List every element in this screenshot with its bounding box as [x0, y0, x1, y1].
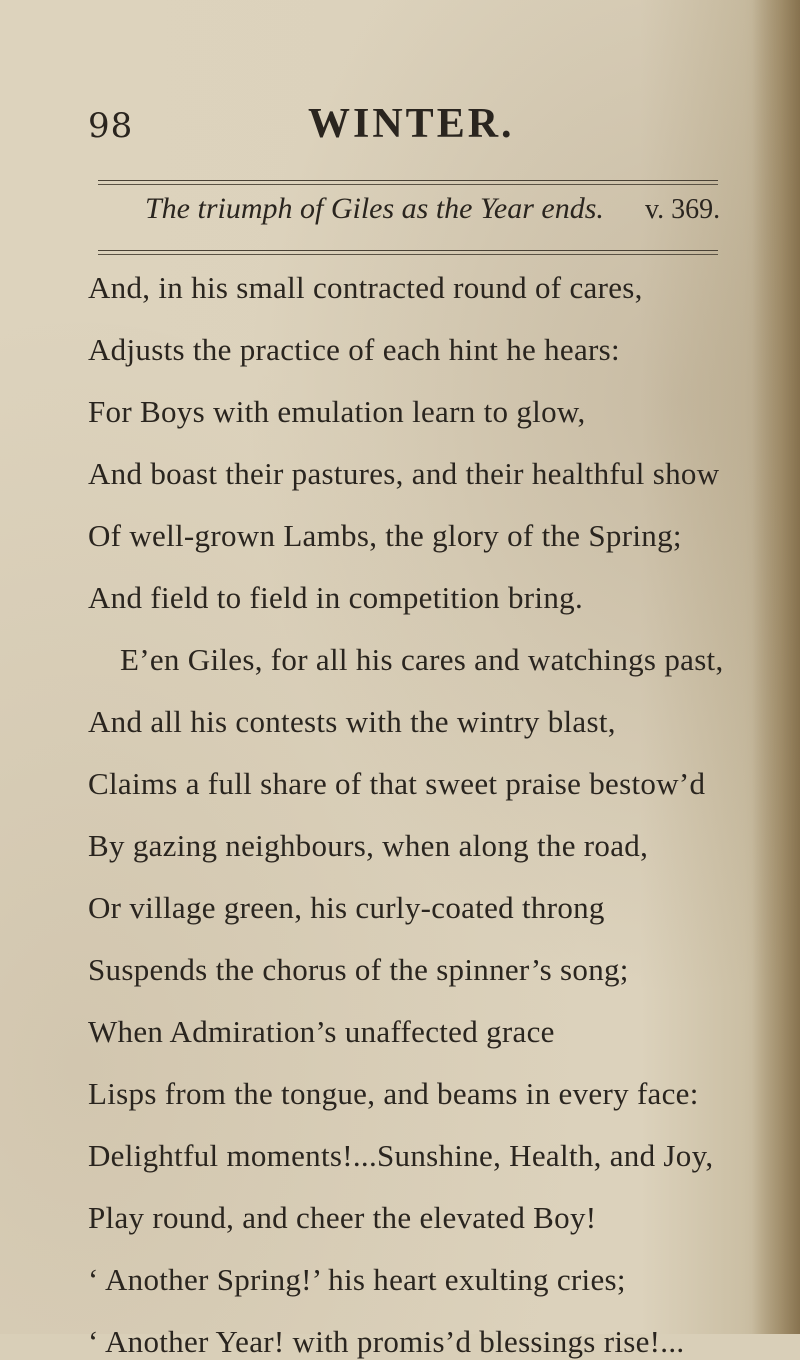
bottom-rule	[98, 250, 718, 251]
poem-line: Claims a full share of that sweet praise bestow’d	[88, 766, 706, 801]
top-rule	[98, 180, 718, 181]
poem-line: Play round, and cheer the elevated Boy!	[88, 1200, 597, 1235]
page-edge-shadow	[752, 0, 800, 1334]
poem-line: When Admiration’s unaffected grace	[88, 1014, 555, 1049]
running-head	[88, 100, 648, 160]
poem-line: Suspends the chorus of the spinner’s song;	[88, 952, 629, 987]
poem-line: Adjusts the practice of each hint he hears:	[88, 332, 620, 367]
section-title: The triumph of Giles as the Year ends.	[145, 192, 604, 225]
verse-reference: v. 369.	[645, 194, 721, 225]
page-number: 98	[88, 106, 134, 146]
poem-line: By gazing neighbours, when along the road,	[88, 828, 649, 863]
bottom-rule-thin	[98, 254, 718, 255]
poem-line: And field to field in competition bring.	[88, 580, 583, 615]
poem-line: Delightful moments!...Sunshine, Health, and Joy,	[88, 1138, 714, 1173]
poem-line: E’en Giles, for all his cares and watchings past,	[120, 642, 724, 677]
poem-line: Lisps from the tongue, and beams in every face:	[88, 1076, 699, 1111]
poem-line: Of well-grown Lambs, the glory of the Spring;	[88, 518, 682, 553]
poem-line: And all his contests with the wintry blast,	[88, 704, 616, 739]
poem-line: ‘ Another Spring!’ his heart exulting cries;	[88, 1262, 626, 1297]
running-title: WINTER.	[308, 101, 515, 147]
poem-line: ‘ Another Year! with promis’d blessings rise!...	[88, 1324, 685, 1359]
poem-line: And, in his small contracted round of cares,	[88, 270, 643, 305]
poem-line: For Boys with emulation learn to glow,	[88, 394, 586, 429]
top-rule-thin	[98, 184, 718, 185]
poem-line: Or village green, his curly-coated throng	[88, 890, 605, 925]
poem-line: And boast their pastures, and their healthful show	[88, 456, 720, 491]
section-heading	[145, 192, 745, 242]
